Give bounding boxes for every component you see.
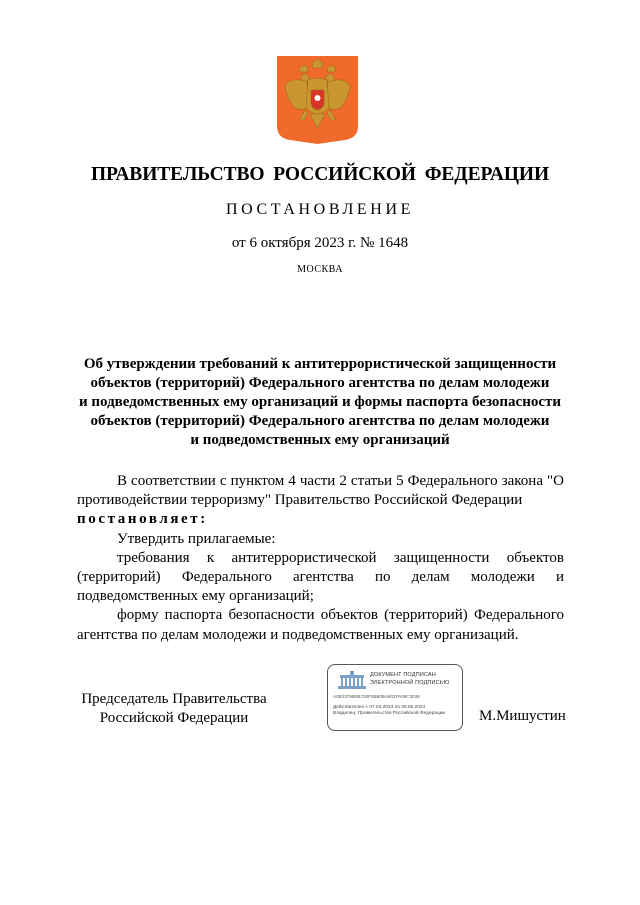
signatory-name: М.Мишустин	[479, 708, 566, 724]
document-title	[60, 355, 580, 450]
document-date-number: от 6 октября 2023 г. № 1648	[231, 235, 409, 251]
document-city: МОСКВА	[297, 264, 343, 275]
stamp-title-line2: ЭЛЕКТРОННОЙ ПОДПИСЬЮ	[370, 680, 450, 686]
coat-of-arms-icon	[277, 56, 358, 144]
document-type: ПОСТАНОВЛЕНИЕ	[226, 201, 414, 218]
electronic-signature-stamp	[327, 664, 463, 731]
intro-paragraph: В соответствии с пунктом 4 части 2 статьи 5 Федерального закона "О противодействии терроризму" Правительство Российской Федерации	[77, 473, 564, 509]
building-icon	[336, 671, 368, 689]
certificate-validity: Действителен с 07.03.2023 по 30.05.2024	[333, 705, 426, 710]
title-line: объектов (территорий) Федерального агентства по делам молодежи	[90, 413, 550, 429]
decrees-word	[77, 510, 564, 529]
item-passport-form: форму паспорта безопасности объектов (территорий) Федерального агентства по делам молодежи и подведомственных ему организаций.	[77, 607, 564, 643]
title-line: объектов (территорий) Федерального агентства по делам молодежи	[90, 375, 550, 391]
position-line: Председатель Правительства	[81, 691, 267, 707]
approve-paragraph: Утвердить прилагаемые:	[117, 530, 276, 547]
document-body	[77, 472, 564, 645]
position-line: Российской Федерации	[99, 710, 249, 726]
coat-of-arms	[277, 56, 358, 144]
item-requirements: требования к антитеррористической защищенности объектов (территорий) Федерального агентства по делам молодежи и подведомственных ему организаций;	[77, 549, 564, 605]
title-line: и подведомственных ему организаций и формы паспорта безопасности	[78, 394, 562, 410]
decrees-label: постановляет:	[77, 511, 208, 528]
certificate-owner: Владелец: Правительство Российской Федерации	[333, 711, 446, 716]
government-name: ПРАВИТЕЛЬСТВО РОССИЙСКОЙ ФЕДЕРАЦИИ	[90, 164, 550, 185]
stamp-title-line1: ДОКУМЕНТ ПОДПИСАН	[370, 672, 436, 678]
title-line: и подведомственных ему организаций	[190, 432, 450, 448]
certificate-number: A0E0378B8B730F8B80BA603FA09C3038	[333, 694, 420, 699]
title-line: Об утверждении требований к антитеррористической защищенности	[83, 356, 557, 372]
signatory-position	[74, 690, 274, 728]
